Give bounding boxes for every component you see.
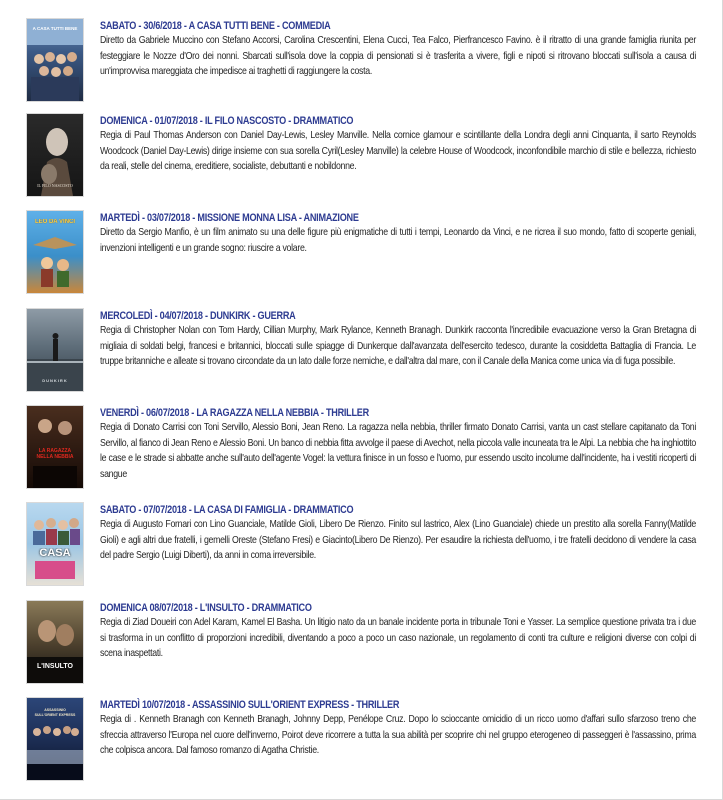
movie-poster	[27, 698, 83, 780]
poster-title: DUNKIRK	[42, 379, 68, 383]
poster-title: LA RAGAZZA NELLA NEBBIA	[36, 448, 74, 460]
movie-poster	[27, 503, 83, 585]
movie-poster	[27, 601, 83, 683]
poster-title: CASA	[39, 548, 71, 559]
movie-poster	[27, 19, 83, 101]
movie-poster	[27, 114, 83, 196]
film-heading: DOMENICA 08/07/2018 - L'INSULTO - DRAMMATICO	[100, 602, 312, 614]
film-heading: MERCOLEDÌ - 04/07/2018 - DUNKIRK - GUERRA	[100, 310, 296, 322]
film-description: Regia di Paul Thomas Anderson con Daniel Day-Lewis, Lesley Manville. Nella cornice glamour e scintillante della Londra degli anni Cinquanta, il sarto Reynolds Woodcock (Daniel Day-Lewis) dirige insieme con sua sorella Cyril(Lesley Manville) la celebre House of Woodcock, inconfondibile marchio di stile e bellezza, richiesto da reali, stelle del cinema, ereditiere, socialiste, debuttanti e nobildonne.	[100, 130, 696, 172]
film-description: Regia di Augusto Fornari con Lino Guanciale, Matilde Gioli, Libero De Rienzo. Finito sul lastrico, Alex (Lino Guanciale) chiede un prestito alla sorella Fanny(Matilde Gioli) e agli altri due fratelli, i gemelli Oreste (Stefano Fresi) e Giacinto(Libero De Rienzo). Per esaudire la richiesta dell'uomo, i tre fratelli decidono di vendere la casa del padre Sergio (Luigi Diberti), da anni in coma irreversibile.	[100, 519, 696, 561]
poster-title: IL FILO NASCOSTO	[37, 184, 73, 188]
poster-title: LEO DA VINCI	[34, 219, 76, 225]
poster-artwork	[27, 503, 83, 585]
film-heading: MARTEDÌ - 03/07/2018 - MISSIONE MONNA LISA - ANIMAZIONE	[100, 212, 359, 224]
film-heading: SABATO - 07/07/2018 - LA CASA DI FAMIGLIA - DRAMMATICO	[100, 504, 354, 516]
poster-title: L'INSULTO	[36, 663, 73, 670]
film-heading: VENERDÌ - 06/07/2018 - LA RAGAZZA NELLA NEBBIA - THRILLER	[100, 407, 369, 419]
film-description: Diretto da Gabriele Muccino con Stefano Accorsi, Carolina Crescentini, Elena Cucci, Tea Falco, Pierfrancesco Favino. è il ritratto di una grande famiglia riunita per festeggiare le Nozze d'Oro dei nonni. Sbarcati sull'isola dove la coppia di pensionati si è trasferita a vivere, figli e nipoti si ritrovano bloccati sull'isola a causa di un'improvvisa mareggiata che impedisce ai traghetti di raggiungere la costa.	[100, 35, 696, 77]
film-heading: SABATO - 30/6/2018 - A CASA TUTTI BENE - COMMEDIA	[100, 20, 331, 32]
poster-artwork	[27, 601, 83, 683]
movie-poster	[27, 211, 83, 293]
film-description: Regia di . Kenneth Branagh con Kenneth Branagh, Johnny Depp, Penélope Cruz. Dopo lo scioccante omicidio di un ricco uomo d'affari sullo sfarzoso treno che sfreccia attraverso l'Europa nel cuore dell'inverno, Poirot deve ricorrere a tutta la sua abilità per scoprire chi nel gruppo eterogeneo di passeggeri è l'assassino, prima che colpisca ancora. Dal famoso romanzo di Agatha Christie.	[100, 714, 696, 756]
movie-poster	[27, 406, 83, 488]
movie-poster	[27, 309, 83, 391]
poster-artwork	[27, 406, 83, 488]
film-description: Regia di Ziad Doueiri con Adel Karam, Kamel El Basha. Un litigio nato da un banale incidente porta in tribunale Toni e Yasser. La semplice questione privata tra i due si trasforma in un conflitto di proporzioni incredibili, diventando a poco a poco un caso nazionale, un regolamento di conti tra culture e religioni diverse con colpi di scena inaspettati.	[100, 617, 696, 659]
film-description: Regia di Christopher Nolan con Tom Hardy, Cillian Murphy, Mark Rylance, Kenneth Branagh. Dunkirk racconta l'incredibile evacuazione verso la Gran Bretagna di migliaia di soldati belgi, francesi e britannici, bloccati sulle spiagge di Dunkerque dall'avanzata dell'esercito tedesco, durante la cosiddetta Battaglia di Francia. Le truppe britanniche e alleate si trovano circondate da un lato dalle forze nemiche, e dall'altra dal mare, con il Canale della Manica come unica via di fuga possibile.	[100, 325, 696, 367]
film-heading: MARTEDÌ 10/07/2018 - ASSASSINIO SULL'ORIENT EXPRESS - THRILLER	[100, 699, 400, 711]
film-heading: DOMENICA - 01/07/2018 - IL FILO NASCOSTO - DRAMMATICO	[100, 115, 354, 127]
poster-title: ASSASSINIO SULL'ORIENT EXPRESS	[34, 708, 76, 717]
film-description: Regia di Donato Carrisi con Toni Servillo, Alessio Boni, Jean Reno. La ragazza nella nebbia, thriller firmato Donato Carrisi, vanta un cast stellare capitanato da Toni Servillo, al fianco di Jean Reno e Alessio Boni. Un banco di nebbia fitta avvolge il paese di Avechot, nella piccola valle incuneata tra le Alpi. La nebbia che ha inghiottito le case e le strade si abbatte anche sull'auto dell'agente Vogel: la vettura finisce in un fosso e l'uomo, pur essendo uscito incolume dall'incidente, ha i vestiti ricoperti di sangue	[100, 422, 696, 480]
poster-title: A CASA TUTTI BENE	[32, 27, 78, 31]
film-description: Diretto da Sergio Manfio, è un film animato su una delle figure più enigmatiche di tutti i tempi, Leonardo da Vinci, e ne ricrea il suo mondo, fatto di scoperte geniali, invenzioni intelligenti e un grande sogno: riuscire a volare.	[100, 227, 696, 254]
